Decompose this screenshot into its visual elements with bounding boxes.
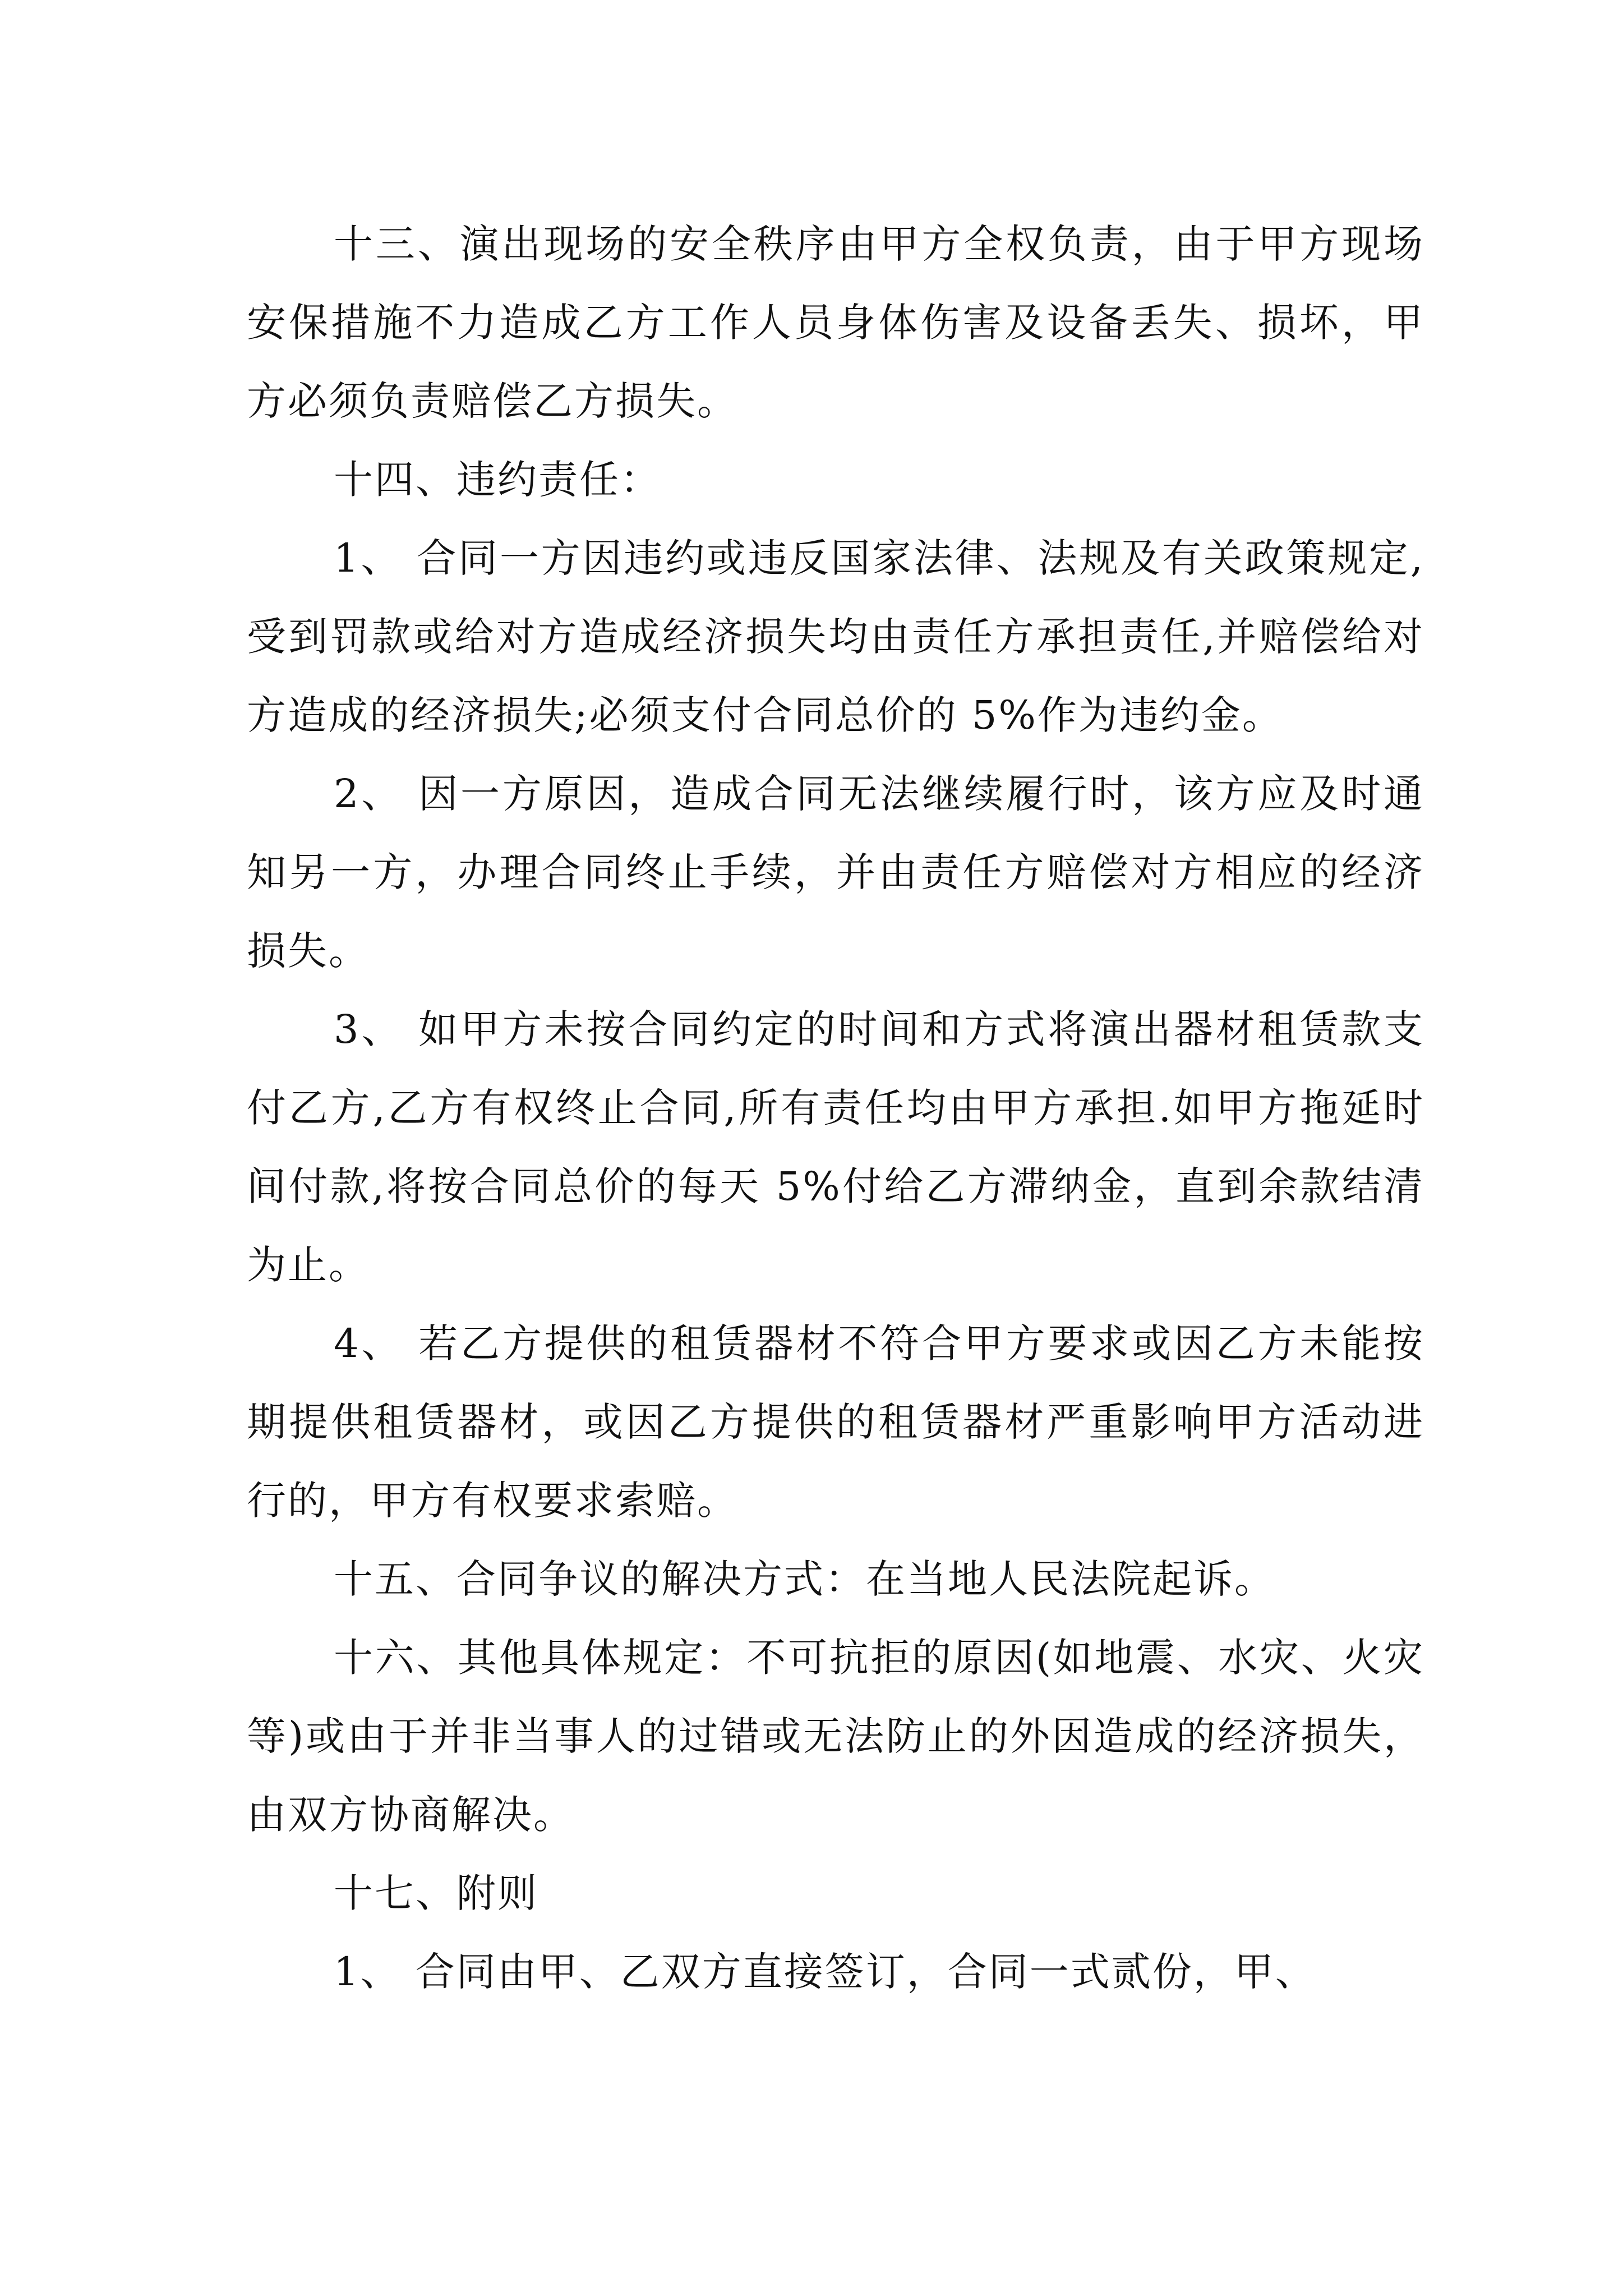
clause-17-item-1: 1、 合同由甲、乙双方直接签订，合同一式贰份，甲、 [334, 1949, 1316, 1995]
document-body [247, 205, 1424, 2011]
clause-14-heading: 十四、违约责任： [334, 457, 661, 503]
clause-15-paragraph: 十五、合同争议的解决方式：在当地人民法院起诉。 [334, 1556, 1275, 1602]
clause-16-paragraph: 十六、其他具体规定：不可抗拒的原因(如地震、水灾、火灾等)或由于并非当事人的过错或无法防止的外因造成的经济损失，由双方协商解决。 [247, 1635, 1424, 1838]
clause-14-item-3: 3、 如甲方未按合同约定的时间和方式将演出器材租赁款支付乙方,乙方有权终止合同,所有责任均由甲方承担.如甲方拖延时间付款,将按合同总价的每天 5%付给乙方滞纳金，直到余款结清为止。 [247, 1006, 1424, 1288]
clause-14-item-1: 1、 合同一方因违约或违反国家法律、法规及有关政策规定,受到罚款或给对方造成经济损失均由责任方承担责任,并赔偿给对方造成的经济损失;必须支付合同总价的 5%作为违约金。 [247, 535, 1424, 738]
clause-13-paragraph: 十三、演出现场的安全秩序由甲方全权负责，由于甲方现场安保措施不力造成乙方工作人员身体伤害及设备丢失、损坏，甲方必须负责赔偿乙方损失。 [247, 221, 1424, 424]
clause-14-item-4: 4、 若乙方提供的租赁器材不符合甲方要求或因乙方未能按期提供租赁器材，或因乙方提供的租赁器材严重影响甲方活动进行的，甲方有权要求索赔。 [247, 1320, 1424, 1524]
clause-14-item-2: 2、 因一方原因，造成合同无法继续履行时，该方应及时通知另一方，办理合同终止手续，并由责任方赔偿对方相应的经济损失。 [247, 771, 1424, 974]
clause-17-heading: 十七、附则 [334, 1870, 538, 1916]
